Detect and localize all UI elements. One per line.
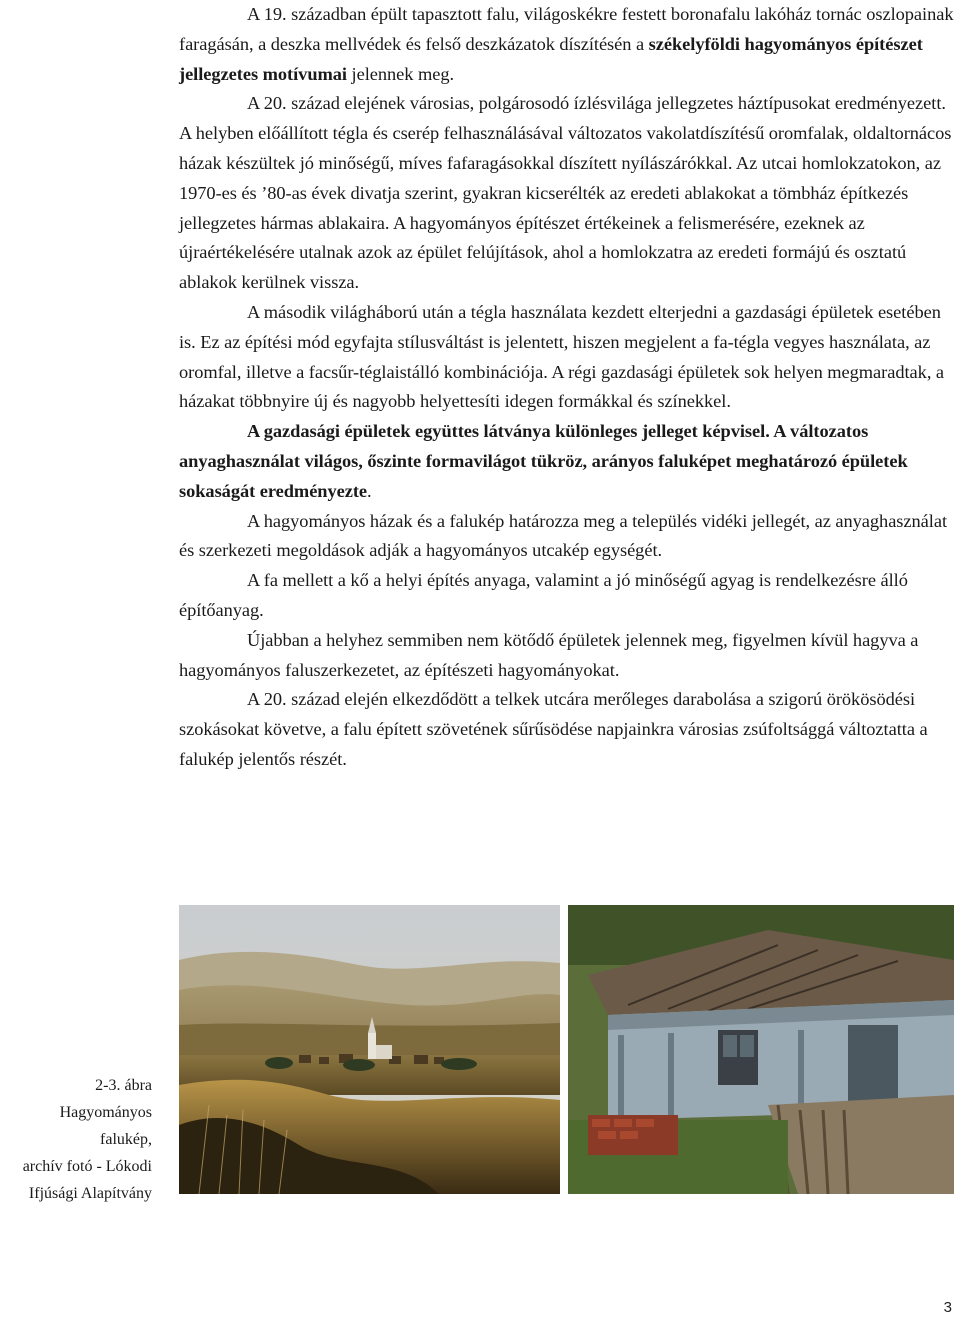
page-number: 3 <box>943 1299 952 1316</box>
paragraph-5: A hagyományos házak és a falukép határozza meg a település vidéki jellegét, az anyaghasználat és szerkezeti megoldások adják a hagyományos utcakép egységét. <box>179 510 948 561</box>
village-landscape-photo <box>179 905 560 1194</box>
paragraph-2: A 20. század elejének városias, polgárosodó ízlésvilága jellegzetes háztípusokat eredményezett. A helyben előállított tégla és cserép felhasználásával változatos vakolatdíszítésű oromfalak, oldaltornácos házak készültek jó minőségű, míves fafaragásokkal díszített nyílászárókkal. Az utcai homlokzatokon, az 1970-es és ’80-as évek divatja szerint, gyakran kicserélték az eredeti ablakokat a tömbház építkezés jellegzetes hármas ablakaira. A hagyományos építészet értékeinek a felismerésére, ezeknek az újraértékelésére utalnak azok az épület felújítások, ahol a homlokzatra az eredeti formájú és osztatú ablakok kerülnek vissza. <box>179 93 952 293</box>
paragraph-1: A 19. században épült tapasztott falu, világoskékre festett boronafalu lakóház tornác oszlopainak faragásán, a deszka mellvédek és felső deszkázatok díszítésén a székelyföldi hagyományos építészet jellegzetes motívumai jelennek meg. <box>179 4 954 84</box>
bold-phrase: székelyföldi hagyományos építészet jellegzetes motívumai <box>179 33 923 84</box>
paragraph-6: A fa mellett a kő a helyi építés anyaga, valamint a jó minőségű agyag is rendelkezésre álló építőanyag. <box>179 570 908 620</box>
old-house-photo <box>568 905 954 1194</box>
body-text <box>179 0 955 775</box>
paragraph-3: A második világháború után a tégla használata kezdett elterjedni a gazdasági épületek esetében is. Ez az építési mód egyfajta stílusváltást is jelentett, hiszen megjelent a fa-tégla vegyes használata, az oromfal, illetve a facsűr-téglaistálló kombinációja. A régi gazdasági épületek sok helyen megmaradtak, a házakat többnyire új és nagyobb helyettesíti idegen formákkal és színekkel. <box>179 301 945 412</box>
paragraph-4-bold: A gazdasági épületek együttes látványa különleges jelleget képvisel. A változatos anyaghasználat világos, őszinte formavilágot tükröz, arányos faluképet meghatározó épületek sokaságát eredményezte. <box>179 421 908 501</box>
figure-caption: 2-3. ábra Hagyományos falukép, archív fotó - Lókodi Ifjúsági Alapítvány <box>22 1077 152 1202</box>
paragraph-7: Újabban a helyhez semmiben nem kötődő épületek jelennek meg, figyelmen kívül hagyva a hagyományos faluszerkezetet, az építészeti hagyományokat. <box>179 629 919 680</box>
paragraph-8: A 20. század elején elkezdődött a telkek utcára merőleges darabolása a szigorú örökösödési szokásokat követve, a falu épített szövetének sűrűsödése napjainkra városias zsúfoltsággá változtatta a falukép jelentős részét. <box>179 689 928 769</box>
